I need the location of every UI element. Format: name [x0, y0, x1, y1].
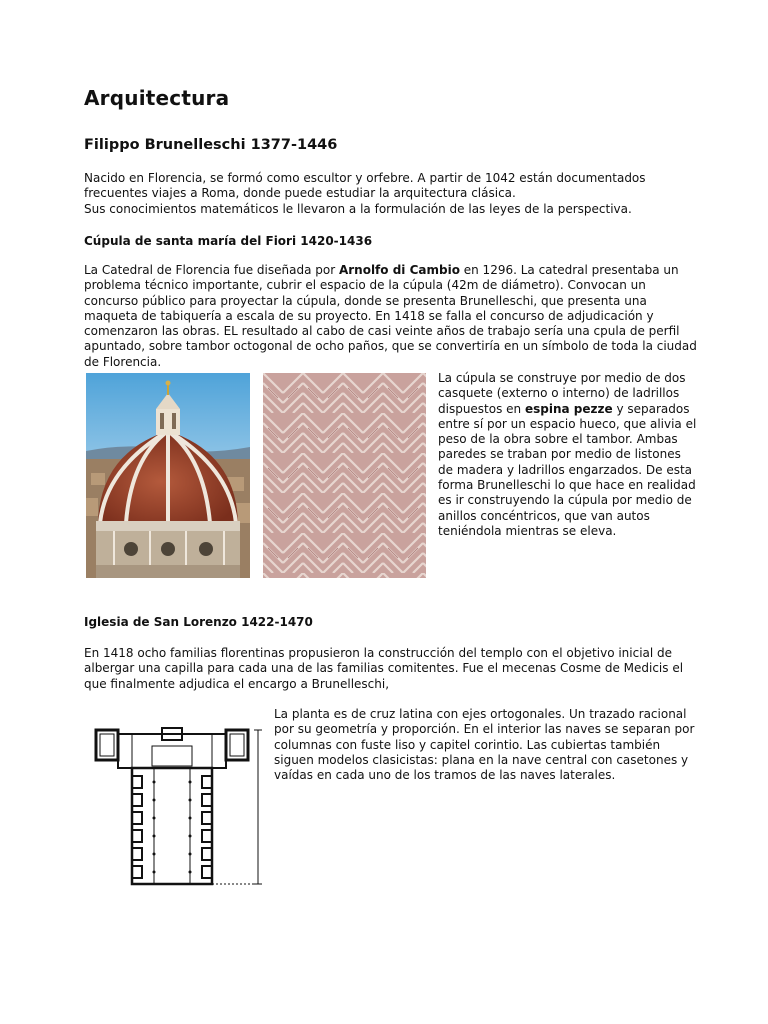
cupola-text-1: La Catedral de Florencia fue diseñada por	[84, 263, 339, 277]
author-heading: Filippo Brunelleschi 1377-1446	[84, 137, 338, 153]
cupola-heading: Cúpula de santa maría del Fiori 1420-1436	[84, 234, 373, 248]
lorenzo-heading: Iglesia de San Lorenzo 1422-1470	[84, 615, 313, 629]
herringbone-bricks-photo	[263, 373, 426, 578]
intro-line-1: Nacido en Florencia, se formó como escultor y orfebre. A partir de 1042 están documentados frecuentes viajes a Roma, donde puede estudiar la arquitectura clásica.	[84, 171, 646, 201]
cupola-paragraph	[84, 263, 698, 370]
cupola-construction-paragraph	[438, 371, 698, 539]
dome-photo	[86, 373, 250, 578]
lorenzo-paragraph: En 1418 ocho familias florentinas propusieron la construcción del templo con el objetivo inicial de albergar una capilla para cada una de las familias comitentes. Fue el mecenas Cosme de Medicis el que finalmente adjudica el encargo a Brunelleschi,	[84, 646, 684, 691]
page-title: Arquitectura	[84, 86, 230, 110]
construction-text-2: y separados entre sí por un espacio hueco, que alivia el peso de la obra sobre el tambor. Ambas paredes se traban por medio de listones de madera y ladrillos engarzados. De esta forma Brunelleschi lo que hace en realidad es ir construyendo la cúpula por medio de anillos concéntricos, que van autos teniéndola mientras se eleva.	[438, 401, 697, 538]
intro-line-2: Sus conocimientos matemáticos le llevaron a la formulación de las leyes de la perspectiva.	[84, 201, 632, 216]
floor-plan-drawing	[92, 722, 272, 888]
cupola-text-2: en 1296. La catedral presentaba un problema técnico importante, cubrir el espacio de la cúpula (42m de diámetro). Convocan un concurso público para proyectar la cúpula, donde se presenta Brunelleschi, que presenta una maqueta de tabiquería a escala de su proyecto. En 1418 se falla el concurso de adjudicación y comenzaron las obras. EL resultado al cabo de casi veinte años de trabajo sería una cpula de perfil apuntado, sobre tambor octogonal de ocho paños, que se convertiría en un símbolo de toda la ciudad de Florencia.	[84, 263, 697, 369]
plan-description-paragraph: La planta es de cruz latina con ejes ortogonales. Un trazado racional por su geometría y proporción. En el interior las naves se separan por columnas con fuste liso y capitel corintio. Las cubiertas también siguen modelos clasicistas: plana en la nave central con casetones y vaídas en cada uno de los tramos de las naves laterales.	[274, 707, 695, 783]
cupola-bold-architect: Arnolfo di Cambio	[338, 263, 460, 277]
intro-paragraph	[84, 171, 698, 217]
construction-text-1: La cúpula se construye por medio de dos casquete (externo o interno) de ladrillos dispuestos en	[438, 371, 686, 416]
construction-bold-term: espina pezze	[524, 401, 613, 416]
